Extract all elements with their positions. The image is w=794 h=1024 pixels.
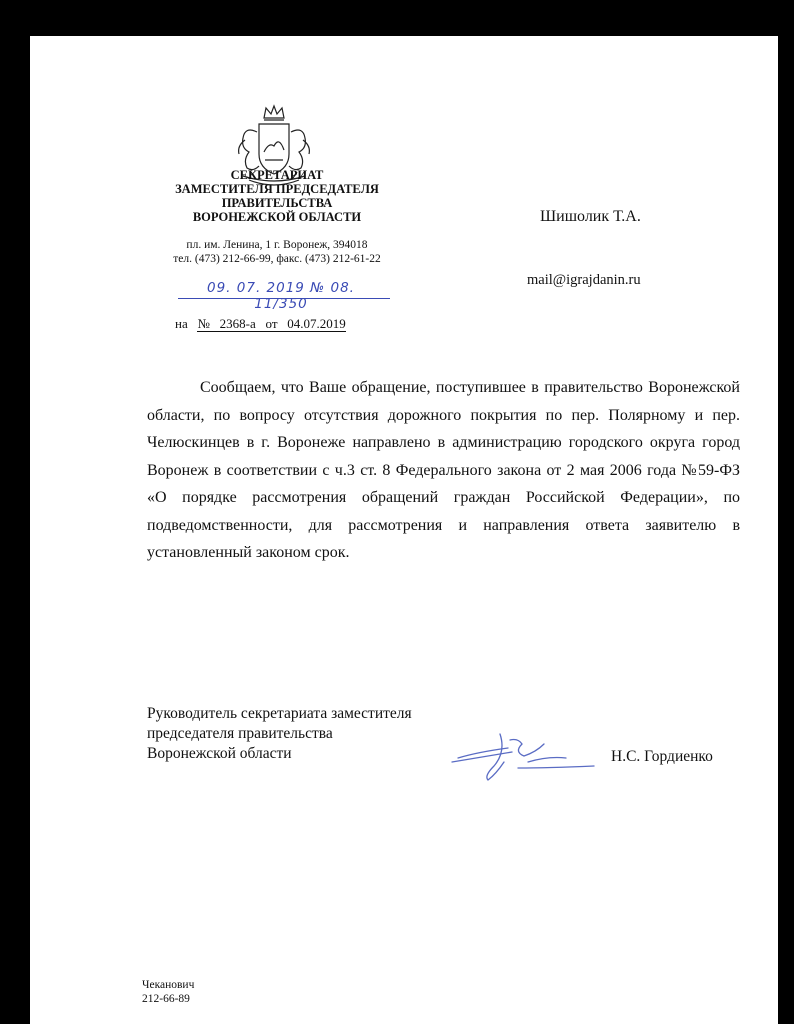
address-line: пл. им. Ленина, 1 г. Воронеж, 394018	[186, 239, 368, 251]
recipient-email: mail@igrajdanin.ru	[527, 272, 641, 288]
executor-phone: 212-66-89	[142, 993, 190, 1005]
organization-contacts	[150, 238, 404, 266]
handwritten-signature	[448, 722, 598, 784]
reference-line	[175, 316, 346, 332]
reference-prefix: на	[175, 316, 188, 331]
recipient-name: Шишолик Т.А.	[540, 208, 641, 225]
signatory-title-line: Руководитель секретариата заместителя	[147, 705, 412, 722]
org-line: СЕКРЕТАРИАТ	[230, 168, 324, 182]
signatory-name: Н.С. Гордиенко	[611, 748, 713, 765]
organization-name	[150, 168, 404, 224]
outgoing-number-field	[178, 280, 388, 312]
document-page	[30, 36, 778, 1024]
phone-line: тел. (473) 212-66-99, факс. (473) 212-61-22	[173, 253, 381, 265]
signatory-title-line: Воронежской области	[147, 745, 292, 762]
reference-number: № 2368-а от 04.07.2019	[197, 316, 346, 331]
outgoing-number-underline	[178, 298, 390, 299]
executor-name: Чеканович	[142, 979, 195, 991]
letter-body: Сообщаем, что Ваше обращение, поступившее в правительство Воронежской области, по вопросу отсутствия дорожного покрытия по пер. Полярному и пер. Челюскинцев в г. Воронеже направлено в администрацию городского округа город Воронеж в соответствии с ч.3 ст. 8 Федерального закона от 2 мая 2006 года №59-ФЗ «О порядке рассмотрения обращений граждан Российской Федерации», по подведомственности, для рассмотрения и направления ответа заявителю в установленный законом срок.	[147, 379, 740, 561]
signatory-title-line: председателя правительства	[147, 725, 333, 742]
outgoing-number-handwritten: 09. 07. 2019 № 08. 11/350	[207, 280, 355, 312]
executor-info	[142, 978, 194, 1006]
signatory-title	[147, 704, 412, 764]
org-line: ПРАВИТЕЛЬСТВА	[221, 196, 333, 210]
org-line: ЗАМЕСТИТЕЛЯ ПРЕДСЕДАТЕЛЯ	[175, 182, 379, 196]
org-line: ВОРОНЕЖСКОЙ ОБЛАСТИ	[192, 210, 362, 224]
